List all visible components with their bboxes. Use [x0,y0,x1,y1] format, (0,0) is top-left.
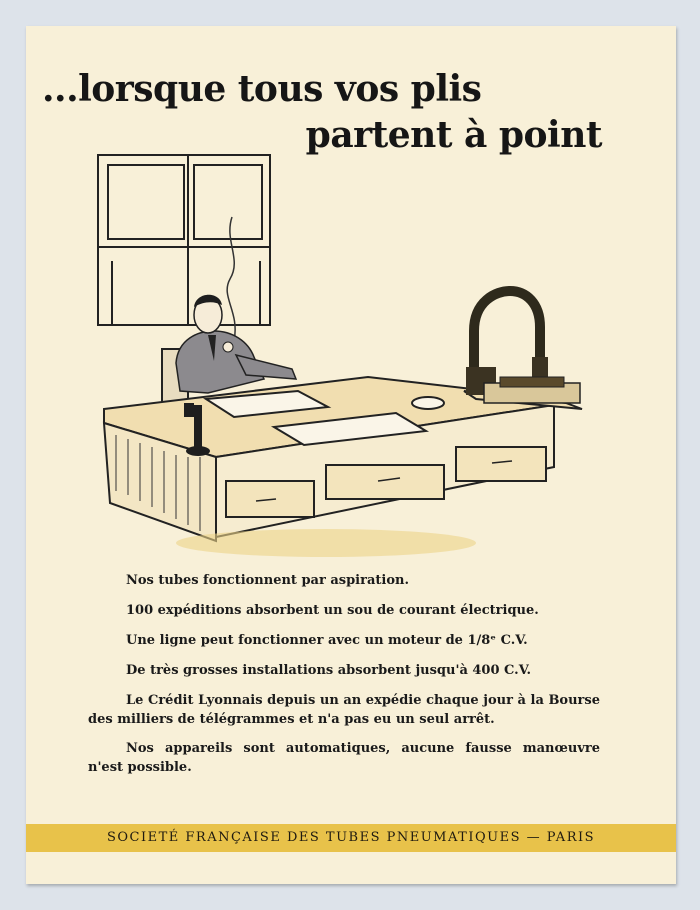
pneumatic-tube-drawing [466,291,580,403]
brochure-page [26,26,676,884]
headline-line-2: partent à point [305,114,602,156]
footer-band [26,824,676,852]
man-drawing [176,295,296,393]
paragraph-4: De très grosses installations absorbent jusqu'à 400 C.V. [126,663,532,678]
paragraph-6: Nos appareils sont automatiques, aucune fausse manœuvre n'est possible. [88,741,600,775]
paragraph-1: Nos tubes fonctionnent par aspiration. [126,573,409,588]
headline [42,66,602,158]
body-copy [88,571,600,787]
smoke-drawing [227,217,235,341]
paragraph-3: Une ligne peut fonctionner avec un moteur de 1/8ᵉ C.V. [126,633,528,648]
headline-line-1: ...lorsque tous vos plis [42,68,482,110]
office-illustration [96,151,616,561]
paragraph-2: 100 expéditions absorbent un sou de courant électrique. [126,603,539,618]
window-drawing [98,155,270,325]
paragraph-5: Le Crédit Lyonnais depuis un an expédie chaque jour à la Bourse des milliers de télégrammes et n'a pas eu un seul arrêt. [88,693,600,727]
floor-shadow [176,529,476,557]
footer-text: SOCIETÉ FRANÇAISE DES TUBES PNEUMATIQUES — PARIS [106,830,596,845]
